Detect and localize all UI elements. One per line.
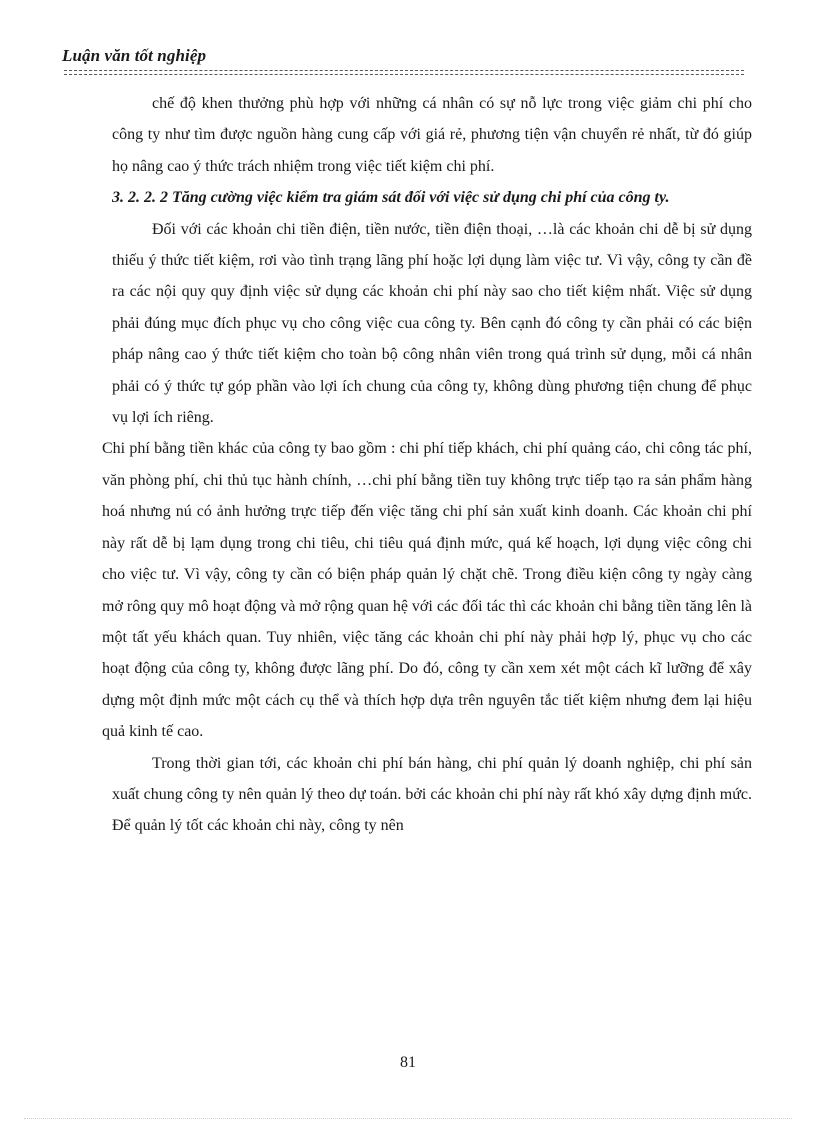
paragraph-utilities: Đối với các khoản chi tiền điện, tiền nước, tiền điện thoại, …là các khoản chi dễ bị sử dụng thiếu ý thức tiết kiệm, rơi vào tình trạng lãng phí hoặc lợi dụng làm việc tư. Vì vậy, công ty cần đề ra các nội quy quy định việc sử dụng các khoản chi phí này sao cho tiết kiệm nhất. Việc sử dụng phải đúng mục đích phục vụ cho công việc cua công ty. Bên cạnh đó công ty cần phải có các biện pháp nâng cao ý thức tiết kiệm cho toàn bộ công nhân viên trong quá trình sử dụng, mỗi cá nhân phải có ý thức tự góp phần vào lợi ích chung của công ty, không dùng phương tiện chung để phục vụ lợi ích riêng. <box>112 220 752 427</box>
page-number: 81 <box>400 1054 416 1071</box>
footer-divider <box>24 1118 792 1119</box>
header-title: Luận văn tốt nghiệp <box>62 46 207 65</box>
header-divider <box>64 70 744 79</box>
document-body <box>0 88 816 842</box>
paragraph-continuation: chế độ khen thưởng phù hợp với những cá nhân có sự nỗ lực trong việc giảm chi phí cho công ty như tìm được nguồn hàng cung cấp với giá rẻ, phương tiện vận chuyển rẻ nhất, từ đó giúp họ nâng cao ý thức trách nhiệm trong việc tiết kiệm chi phí. <box>112 95 752 175</box>
paragraph-budget-management: Trong thời gian tới, các khoản chi phí bán hàng, chi phí quản lý doanh nghiệp, chi phí sản xuất chung công ty nên quản lý theo dự toán. bởi các khoản chi phí này rất khó xây dựng định mức. Để quản lý tốt các khoản chi này, công ty nên <box>112 754 752 835</box>
section-heading: 3. 2. 2. 2 Tăng cường việc kiểm tra giám sát đối với việc sử dụng chi phí của công ty. <box>112 189 670 207</box>
paragraph-other-expenses: Chi phí bằng tiền khác của công ty bao gồm : chi phí tiếp khách, chi phí quảng cáo, chi công tác phí, văn phòng phí, chi thủ tục hành chính, …chi phí bằng tiền tuy không trực tiếp tạo ra sản phẩm hàng hoá nhưng nú có ảnh hưởng trực tiếp đến việc tăng chi phí sản xuất kinh doanh. Các khoản chi phí này rất dễ bị lạm dụng trong chi tiêu, chi tiêu quá định mức, quá kế hoạch, lợi dụng việc công chi cho việc tư. Vì vậy, công ty cần có biện pháp quản lý chặt chẽ. Trong điều kiện công ty ngày càng mở rông quy mô hoạt động và mở rộng quan hệ với các đối tác thì các khoản chi bằng tiền tăng lên là một tất yếu khách quan. Tuy nhiên, việc tăng các khoản chi phí này phải hợp lý, phục vụ cho các hoạt động của công ty, không được lãng phí. Do đó, công ty cần xem xét một cách kĩ lưỡng để xây dựng một định mức một cách cụ thể và thích hợp dựa trên nguyên tắc tiết kiệm nhưng đem lại hiệu quả kinh tế cao. <box>102 440 752 741</box>
